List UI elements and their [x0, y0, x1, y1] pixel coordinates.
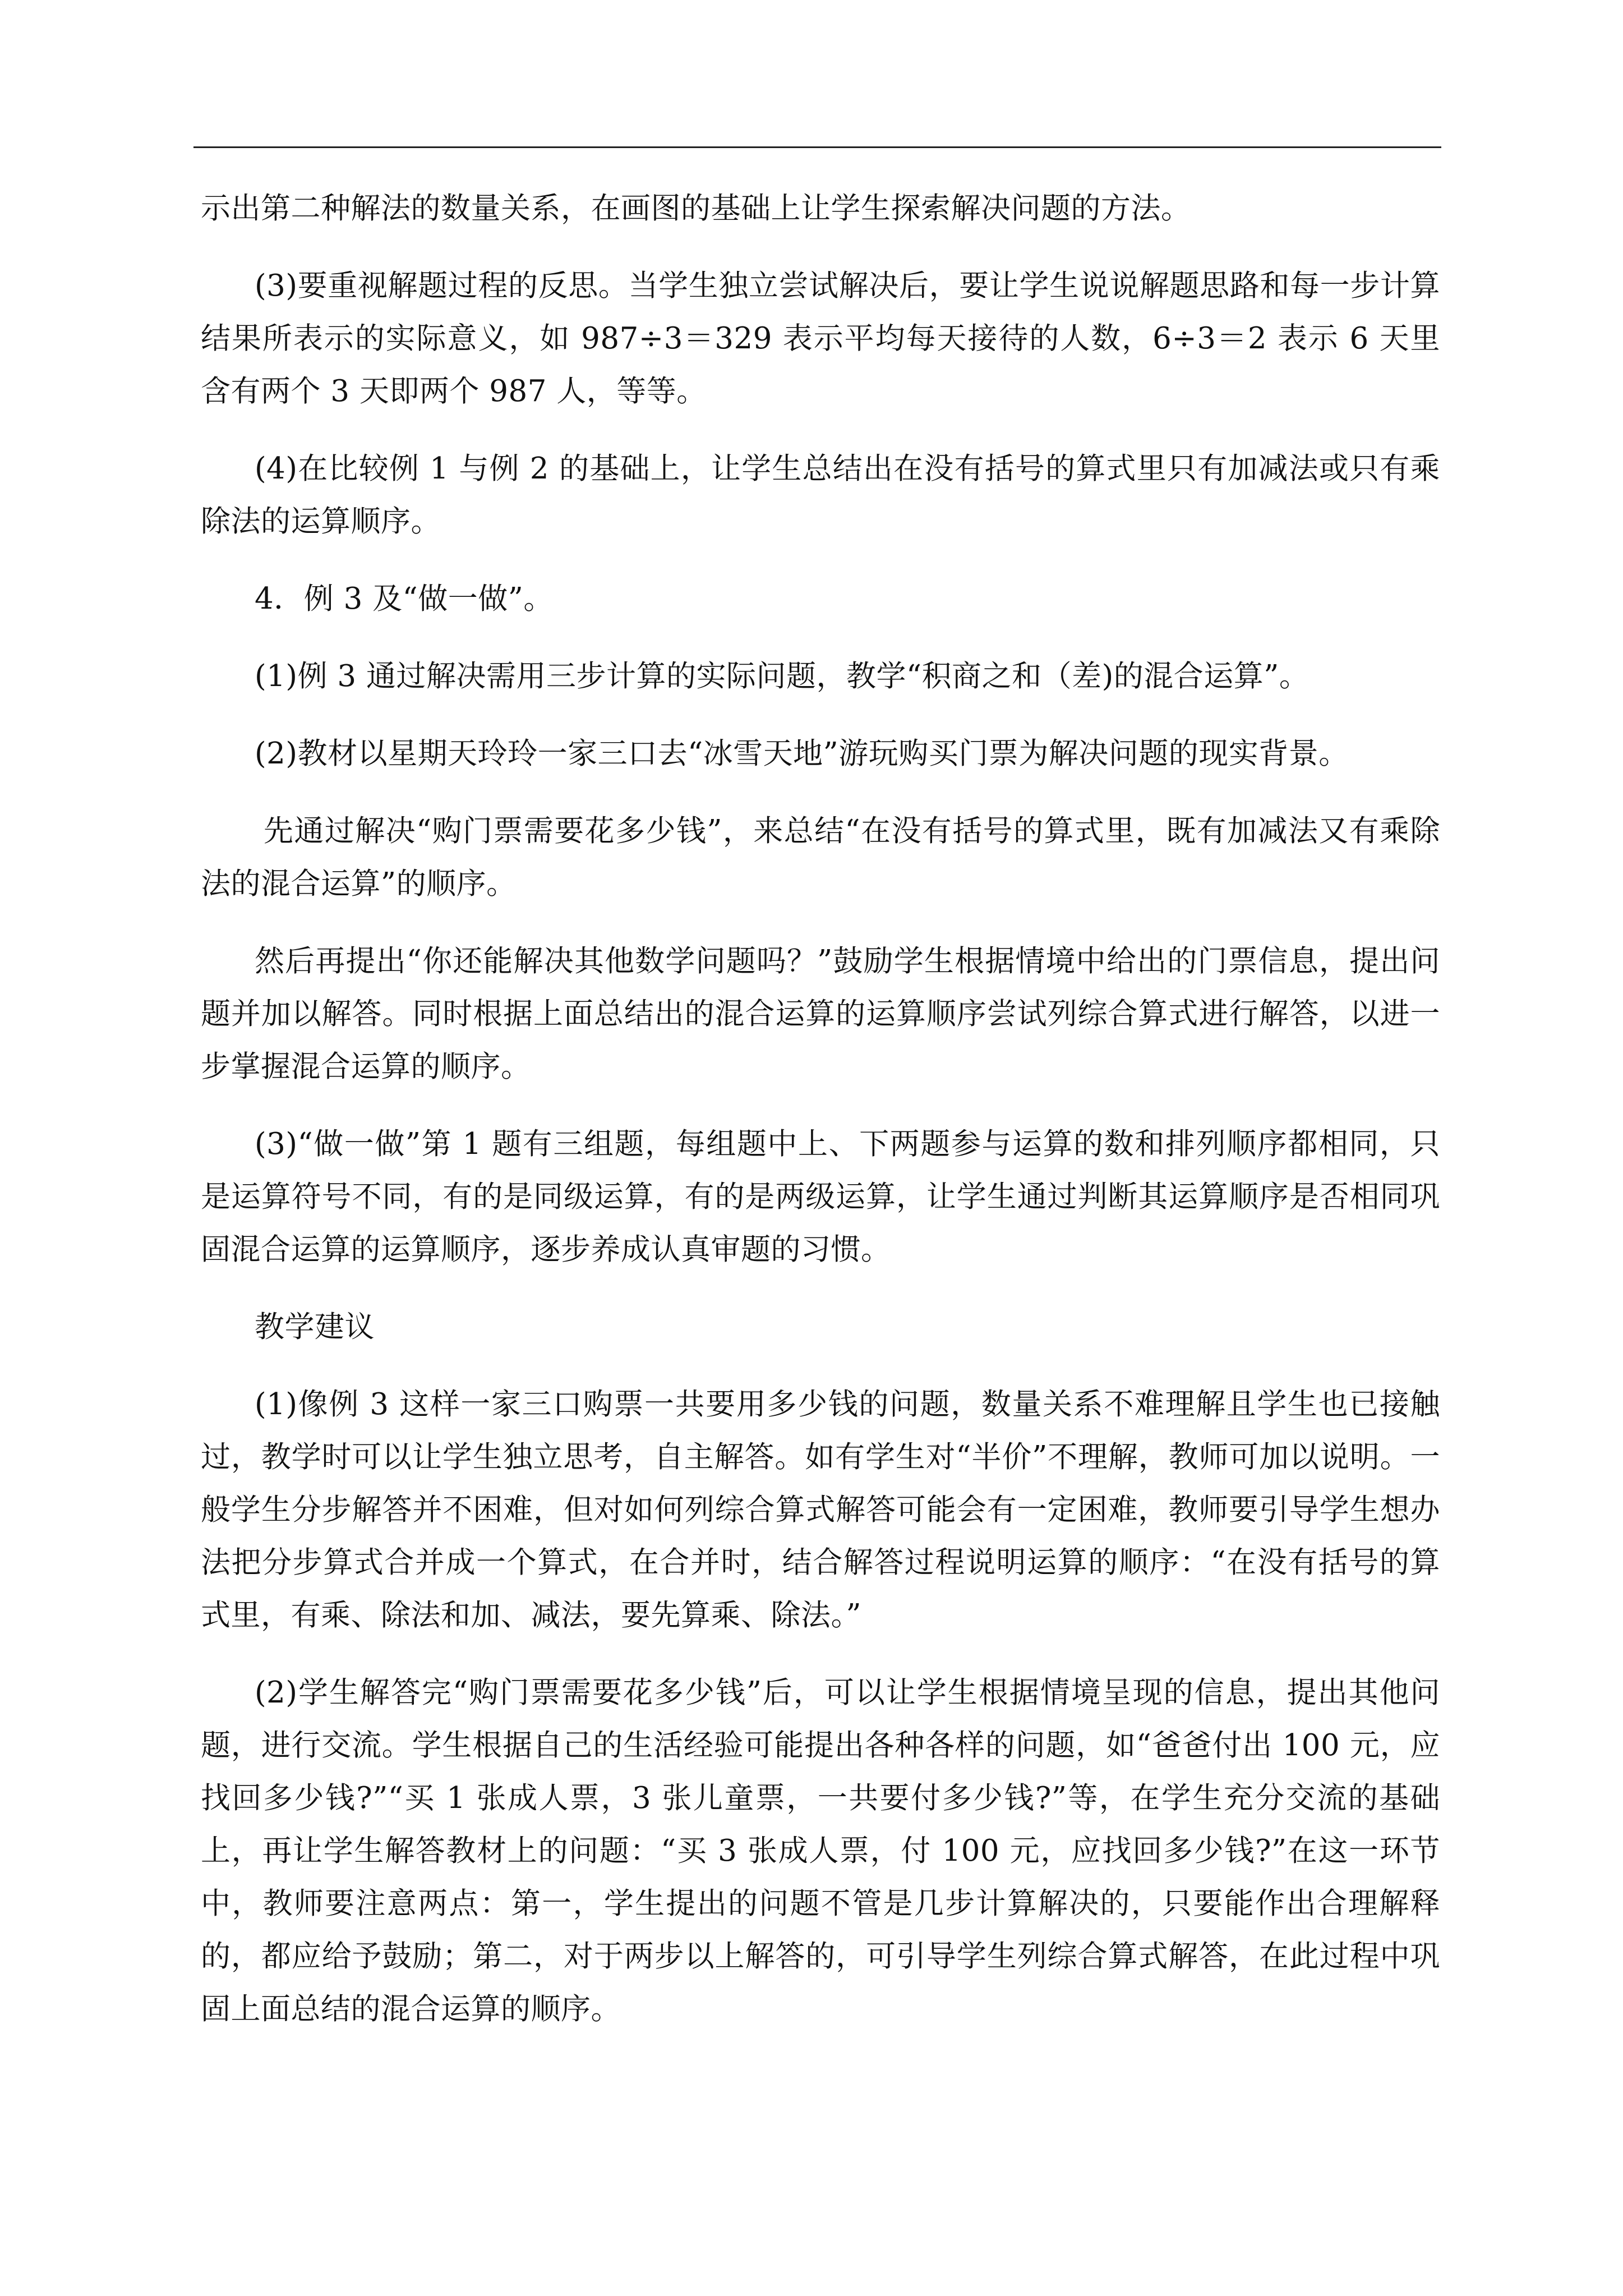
paragraph-summary-order: 先通过解决“购门票需要花多少钱”，来总结“在没有括号的算式里，既有加减法又有乘除法的混合运算”的顺序。 — [201, 814, 1440, 901]
paragraph-example-3-point-3: (3)“做一做”第 1 题有三组题，每组题中上、下两题参与运算的数和排列顺序都相同，只是运算符号不同，有的是同级运算，有的是两级运算，让学生通过判断其运算顺序是否相同巩固混合运算的运算顺序，逐步养成认真审题的习惯。 — [201, 1127, 1440, 1267]
section-heading-teaching-suggestions: 教学建议 — [255, 1310, 375, 1344]
paragraph-point-4-comparison: (4)在比较例 1 与例 2 的基础上，让学生总结出在没有括号的算式里只有加减法或只有乘除法的运算顺序。 — [201, 452, 1440, 539]
paragraph-suggestion-2: (2)学生解答完“购门票需要花多少钱”后，可以让学生根据情境呈现的信息，提出其他问题，进行交流。学生根据自己的生活经验可能提出各种各样的问题，如“爸爸付出 100 元，应找回多少钱?”“买 1 张成人票，3 张儿童票，一共要付多少钱?”等，在学生充分交流的基础上，再让学生解答教材上的问题：“买 3 张成人票，付 100 元，应找回多少钱?”在这一环节中，教师要注意两点：第一，学生提出的问题不管是几步计算解决的，只要能作出合理解释的，都应给予鼓励；第二，对于两步以上解答的，可引导学生列综合算式解答，在此过程中巩固上面总结的混合运算的顺序。 — [201, 1676, 1440, 2026]
document-body — [201, 182, 1440, 2060]
paragraph-other-questions: 然后再提出“你还能解决其他数学问题吗？”鼓励学生根据情境中给出的门票信息，提出问题并加以解答。同时根据上面总结出的混合运算的运算顺序尝试列综合算式进行解答，以进一步掌握混合运算的顺序。 — [201, 944, 1440, 1084]
section-heading-example-3: 4．例 3 及“做一做”。 — [255, 582, 554, 616]
paragraph-point-3-reflection: (3)要重视解题过程的反思。当学生独立尝试解决后，要让学生说说解题思路和每一步计算结果所表示的实际意义，如 987÷3＝329 表示平均每天接待的人数，6÷3＝2 表示 6 天里含有两个 3 天即两个 987 人，等等。 — [201, 269, 1440, 408]
paragraph-example-3-point-2: (2)教材以星期天玲玲一家三口去“冰雪天地”游玩购买门票为解决问题的现实背景。 — [255, 737, 1349, 771]
header-rule — [193, 146, 1441, 148]
paragraph-continuation: 示出第二种解法的数量关系，在画图的基础上让学生探索解决问题的方法。 — [201, 191, 1191, 226]
paragraph-suggestion-1: (1)像例 3 这样一家三口购票一共要用多少钱的问题，数量关系不难理解且学生也已接触过，教学时可以让学生独立思考，自主解答。如有学生对“半价”不理解，教师可加以说明。一般学生分步解答并不困难，但对如何列综合算式解答可能会有一定困难，教师要引导学生想办法把分步算式合并成一个算式，在合并时，结合解答过程说明运算的顺序：“在没有括号的算式里，有乘、除法和加、减法，要先算乘、除法。” — [201, 1387, 1440, 1632]
paragraph-example-3-point-1: (1)例 3 通过解决需用三步计算的实际问题，教学“积商之和（差)的混合运算”。 — [255, 659, 1310, 693]
